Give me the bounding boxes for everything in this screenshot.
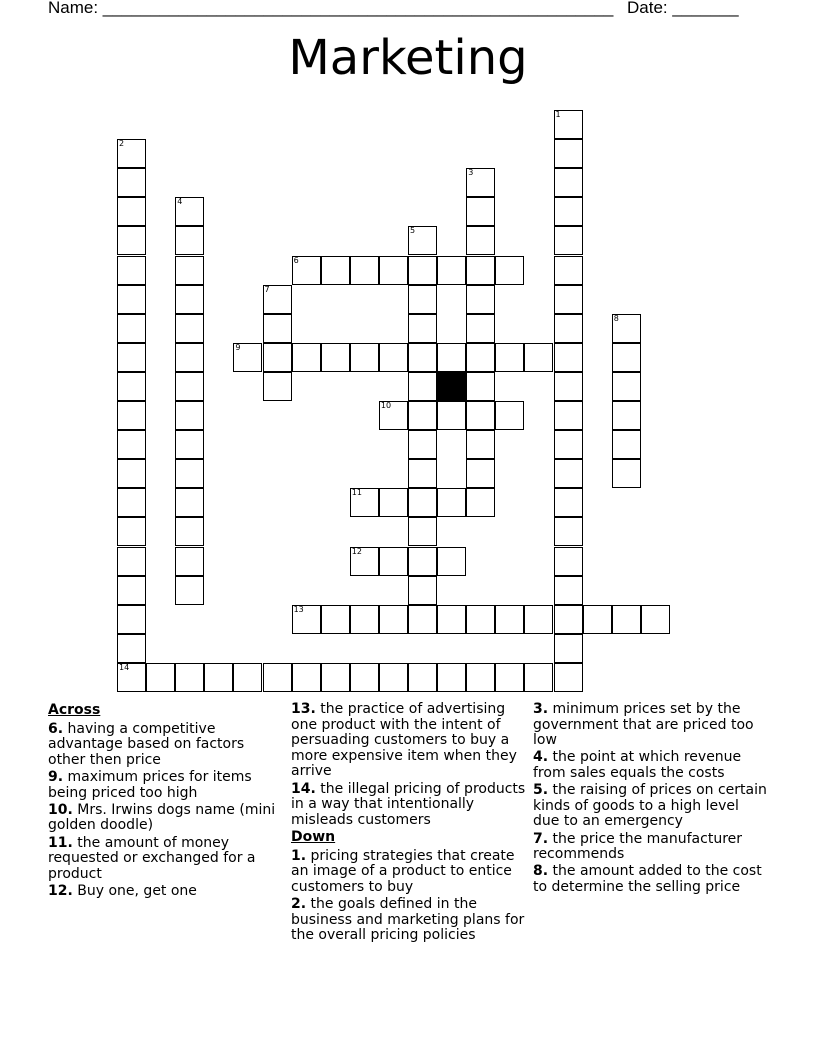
grid-cell[interactable]	[437, 343, 466, 372]
clue-text: Mrs. Irwins dogs name (mini golden doodle)	[48, 801, 276, 834]
grid-cell[interactable]	[466, 256, 495, 285]
grid-cell[interactable]	[175, 285, 204, 314]
clue-text: the goals defined in the business and marketing plans for the overall pricing policies	[291, 895, 525, 944]
grid-cell[interactable]	[175, 576, 204, 605]
grid-cell[interactable]	[466, 343, 495, 372]
grid-cell[interactable]	[437, 663, 466, 692]
grid-cell[interactable]	[554, 285, 583, 314]
grid-cell[interactable]	[466, 459, 495, 488]
grid-cell[interactable]	[117, 459, 146, 488]
clue-number: 10.	[48, 801, 73, 818]
grid-cell[interactable]	[350, 605, 379, 634]
grid-cell[interactable]	[641, 605, 670, 634]
clue-text: having a competitive advantage based on factors other then price	[48, 720, 245, 768]
grid-cell[interactable]	[321, 663, 350, 692]
clue-text: the price the manufacturer recommends	[533, 830, 743, 863]
clue-column-3	[533, 702, 769, 897]
grid-cell[interactable]	[175, 343, 204, 372]
grid-cell[interactable]	[175, 197, 204, 226]
clue-number-label: 2	[119, 139, 125, 149]
grid-cell[interactable]	[437, 256, 466, 285]
clue-column-1	[48, 702, 280, 901]
clue-number-label: 11	[351, 488, 362, 498]
grid-cell[interactable]	[321, 605, 350, 634]
down-heading: Down	[291, 828, 336, 845]
name-field-label: Name: ______________________________________________________	[48, 0, 614, 17]
grid-cell[interactable]	[408, 547, 437, 576]
grid-cell[interactable]	[117, 430, 146, 459]
grid-cell[interactable]	[175, 314, 204, 343]
grid-cell[interactable]	[524, 605, 553, 634]
clue-text: the illegal pricing of products in a way that intentionally misleads customers	[291, 780, 526, 828]
grid-cell[interactable]	[554, 343, 583, 372]
grid-cell[interactable]	[408, 663, 437, 692]
grid-cell[interactable]	[379, 343, 408, 372]
shaded-cell	[437, 372, 466, 401]
grid-cell[interactable]	[408, 285, 437, 314]
grid-cell[interactable]	[466, 605, 495, 634]
grid-cell[interactable]	[466, 401, 495, 430]
clue-across-10	[48, 803, 280, 834]
grid-cell[interactable]	[437, 547, 466, 576]
clue-number-label: 4	[177, 197, 183, 207]
grid-cell[interactable]	[495, 256, 524, 285]
clue-text: the amount of money requested or exchanged for a product	[48, 834, 256, 882]
grid-cell[interactable]	[612, 401, 641, 430]
clue-number: 4.	[533, 749, 549, 766]
grid-cell[interactable]	[175, 517, 204, 546]
grid-cell[interactable]	[554, 256, 583, 285]
grid-cell[interactable]	[263, 343, 292, 372]
grid-cell[interactable]	[495, 343, 524, 372]
clue-number-label: 12	[351, 546, 362, 556]
clue-number-label: 6	[293, 255, 299, 265]
grid-cell[interactable]	[379, 488, 408, 517]
grid-cell[interactable]	[175, 401, 204, 430]
grid-cell[interactable]	[466, 372, 495, 401]
grid-cell[interactable]	[117, 226, 146, 255]
grid-cell[interactable]	[466, 314, 495, 343]
grid-cell[interactable]	[437, 605, 466, 634]
grid-cell[interactable]	[466, 488, 495, 517]
clue-text: minimum prices set by the government that are priced too low	[533, 701, 754, 749]
clue-number-label: 3	[468, 168, 474, 178]
grid-cell[interactable]	[554, 547, 583, 576]
grid-cell[interactable]	[117, 168, 146, 197]
clue-number: 12.	[48, 882, 73, 899]
grid-cell[interactable]	[408, 605, 437, 634]
clue-number: 13.	[291, 701, 316, 717]
grid-cell[interactable]	[263, 314, 292, 343]
grid-cell[interactable]	[350, 488, 379, 517]
grid-cell[interactable]	[117, 256, 146, 285]
clue-number: 1.	[291, 847, 307, 864]
grid-cell[interactable]	[263, 663, 292, 692]
grid-cell[interactable]	[554, 226, 583, 255]
grid-cell[interactable]	[408, 372, 437, 401]
grid-cell[interactable]	[466, 285, 495, 314]
clue-number: 6.	[48, 720, 64, 737]
grid-cell[interactable]	[554, 576, 583, 605]
grid-cell[interactable]	[554, 634, 583, 663]
clue-number: 5.	[533, 782, 549, 799]
clue-across-9	[48, 770, 280, 801]
grid-cell[interactable]	[175, 372, 204, 401]
across-heading: Across	[48, 702, 101, 718]
grid-cell[interactable]	[612, 430, 641, 459]
grid-cell[interactable]	[350, 663, 379, 692]
grid-cell[interactable]	[321, 343, 350, 372]
grid-cell[interactable]	[554, 314, 583, 343]
grid-cell[interactable]	[117, 547, 146, 576]
grid-cell[interactable]	[117, 139, 146, 168]
grid-cell[interactable]	[292, 343, 321, 372]
clue-number-label: 8	[613, 313, 619, 323]
grid-cell[interactable]	[612, 343, 641, 372]
clue-text: Buy one, get one	[77, 882, 197, 899]
grid-cell[interactable]	[583, 605, 612, 634]
grid-cell[interactable]	[117, 401, 146, 430]
clue-number: 9.	[48, 768, 64, 785]
grid-cell[interactable]	[350, 256, 379, 285]
grid-cell[interactable]	[408, 401, 437, 430]
grid-cell[interactable]	[117, 285, 146, 314]
clue-number: 11.	[48, 834, 73, 851]
grid-cell[interactable]	[321, 256, 350, 285]
clue-number-label: 14	[119, 662, 130, 672]
grid-cell[interactable]	[408, 488, 437, 517]
clue-text: the amount added to the cost to determine the selling price	[533, 863, 762, 895]
clue-across-12	[48, 884, 280, 900]
grid-cell[interactable]	[554, 197, 583, 226]
grid-cell[interactable]	[524, 663, 553, 692]
grid-cell[interactable]	[146, 663, 175, 692]
clue-number-label: 5	[410, 226, 416, 236]
grid-cell[interactable]	[117, 517, 146, 546]
clue-down-3	[533, 702, 769, 749]
clue-number: 2.	[291, 895, 307, 912]
clue-across-13	[291, 702, 527, 780]
clue-text: the practice of advertising one product with the intent of persuading customers to buy a more expensive item when they arrive	[291, 701, 517, 780]
grid-cell[interactable]	[408, 256, 437, 285]
clue-text: pricing strategies that create an image of a product to entice customers to buy	[291, 847, 515, 895]
grid-cell[interactable]	[408, 576, 437, 605]
grid-cell[interactable]	[524, 343, 553, 372]
clue-number-label: 13	[293, 604, 304, 614]
grid-cell[interactable]	[554, 110, 583, 139]
grid-cell[interactable]	[292, 605, 321, 634]
grid-cell[interactable]	[175, 488, 204, 517]
clue-number: 3.	[533, 701, 549, 717]
grid-cell[interactable]	[292, 663, 321, 692]
grid-cell[interactable]	[466, 168, 495, 197]
clue-down-2	[291, 897, 527, 944]
grid-cell[interactable]	[379, 401, 408, 430]
clue-number: 8.	[533, 863, 549, 880]
grid-cell[interactable]	[117, 605, 146, 634]
grid-cell[interactable]	[117, 634, 146, 663]
clue-text: the raising of prices on certain kinds of goods to a high level due to an emergency	[533, 782, 767, 830]
grid-cell[interactable]	[554, 488, 583, 517]
grid-cell[interactable]	[554, 430, 583, 459]
grid-cell[interactable]	[175, 547, 204, 576]
grid-cell[interactable]	[408, 343, 437, 372]
grid-cell[interactable]	[204, 663, 233, 692]
grid-cell[interactable]	[437, 488, 466, 517]
grid-cell[interactable]	[554, 372, 583, 401]
grid-cell[interactable]	[437, 401, 466, 430]
grid-cell[interactable]	[466, 430, 495, 459]
grid-cell[interactable]	[379, 256, 408, 285]
grid-cell[interactable]	[554, 605, 583, 634]
grid-cell[interactable]	[379, 547, 408, 576]
grid-cell[interactable]	[175, 430, 204, 459]
clue-down-5	[533, 783, 769, 830]
grid-cell[interactable]	[233, 663, 262, 692]
grid-cell[interactable]	[263, 285, 292, 314]
grid-cell[interactable]	[612, 605, 641, 634]
grid-cell[interactable]	[379, 663, 408, 692]
clue-column-2	[291, 702, 527, 945]
clue-number-label: 10	[380, 401, 392, 410]
clue-down-7	[533, 832, 769, 863]
date-field-label: Date: _______	[627, 0, 739, 17]
grid-cell[interactable]	[175, 256, 204, 285]
grid-cell[interactable]	[408, 314, 437, 343]
grid-cell[interactable]	[554, 517, 583, 546]
grid-cell[interactable]	[554, 139, 583, 168]
grid-cell[interactable]	[495, 605, 524, 634]
grid-cell[interactable]	[117, 197, 146, 226]
clue-text: the point at which revenue from sales equals the costs	[533, 749, 742, 781]
grid-cell[interactable]	[350, 343, 379, 372]
grid-cell[interactable]	[117, 488, 146, 517]
page-title: Marketing	[288, 30, 528, 86]
grid-cell[interactable]	[612, 314, 641, 343]
clue-down-4	[533, 750, 769, 781]
grid-cell[interactable]	[175, 226, 204, 255]
clue-down-1	[291, 849, 527, 896]
grid-cell[interactable]	[408, 430, 437, 459]
clue-number-label: 9	[235, 342, 241, 352]
grid-cell[interactable]	[612, 372, 641, 401]
grid-cell[interactable]	[379, 605, 408, 634]
clue-number-label: 7	[264, 284, 270, 294]
grid-cell[interactable]	[554, 401, 583, 430]
grid-cell[interactable]	[495, 401, 524, 430]
grid-cell[interactable]	[117, 372, 146, 401]
grid-cell[interactable]	[263, 372, 292, 401]
grid-cell[interactable]	[292, 256, 321, 285]
clue-text: maximum prices for items being priced too high	[48, 768, 252, 801]
clue-number: 14.	[291, 780, 316, 797]
grid-cell[interactable]	[233, 343, 262, 372]
grid-cell[interactable]	[495, 663, 524, 692]
grid-cell[interactable]	[175, 459, 204, 488]
clue-number-label: 1	[555, 110, 561, 119]
grid-cell[interactable]	[175, 663, 204, 692]
clue-across-14	[291, 782, 527, 829]
grid-cell[interactable]	[408, 517, 437, 546]
grid-cell[interactable]	[408, 459, 437, 488]
grid-cell[interactable]	[554, 168, 583, 197]
grid-cell[interactable]	[117, 663, 146, 692]
clue-across-11	[48, 836, 280, 883]
grid-cell[interactable]	[612, 459, 641, 488]
grid-cell[interactable]	[408, 226, 437, 255]
grid-cell[interactable]	[466, 226, 495, 255]
grid-cell[interactable]	[466, 663, 495, 692]
clue-number: 7.	[533, 830, 549, 847]
grid-cell[interactable]	[117, 314, 146, 343]
clue-down-8	[533, 864, 769, 895]
grid-cell[interactable]	[117, 343, 146, 372]
grid-cell[interactable]	[117, 576, 146, 605]
grid-cell[interactable]	[554, 459, 583, 488]
grid-cell[interactable]	[466, 197, 495, 226]
clue-across-6	[48, 722, 280, 769]
grid-cell[interactable]	[554, 663, 583, 692]
grid-cell[interactable]	[350, 547, 379, 576]
